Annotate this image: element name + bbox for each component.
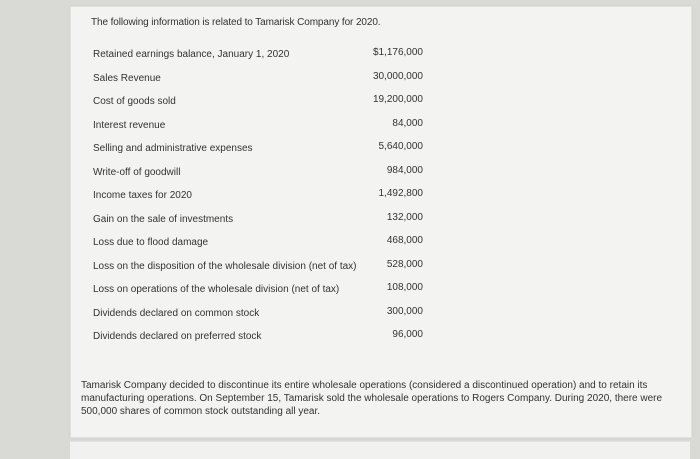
financial-data-table: [93, 47, 423, 353]
row-label: Sales Revenue: [93, 72, 161, 84]
table-row: [93, 329, 423, 353]
table-row: [93, 141, 423, 165]
row-value: 108,000: [386, 282, 423, 293]
row-value: 19,200,000: [372, 94, 423, 105]
scenario-note: Tamarisk Company decided to discontinue its entire wholesale operations (considered a discontinued operation) and to retain its manufacturing operations. On September 15, Tamarisk sold the wholesale operations to Rogers Company. During 2020, there were 500,000 shares of common stock outstanding all year.: [81, 380, 663, 417]
row-value: 528,000: [386, 258, 423, 270]
table-row: [93, 94, 423, 118]
row-label: Write-off of goodwill: [93, 166, 181, 178]
table-row: [93, 259, 423, 283]
row-value: 468,000: [386, 235, 423, 246]
intro-text: The following information is related to Tamarisk Company for 2020.: [91, 17, 381, 28]
table-row: [93, 47, 423, 71]
table-row: [93, 165, 423, 189]
table-row: [93, 118, 423, 142]
row-value: 96,000: [392, 329, 423, 340]
table-row: [93, 188, 423, 212]
table-row: [93, 235, 423, 259]
table-row: [93, 71, 423, 95]
row-label: Dividends declared on preferred stock: [93, 331, 262, 342]
row-value: $1,176,000: [372, 47, 423, 58]
row-value: 1,492,800: [378, 188, 423, 199]
row-label: Cost of goods sold: [93, 96, 176, 107]
row-label: Loss on operations of the wholesale division (net of tax): [93, 284, 340, 295]
table-row: [93, 306, 423, 330]
row-label: Selling and administrative expenses: [93, 143, 253, 154]
table-row: [93, 212, 423, 236]
row-label: Retained earnings balance, January 1, 2020: [93, 49, 290, 60]
row-label: Interest revenue: [93, 119, 166, 131]
row-label: Dividends declared on common stock: [93, 307, 260, 319]
row-label: Loss on the disposition of the wholesale division (net of tax): [93, 260, 357, 272]
row-value: 984,000: [386, 164, 423, 176]
bottom-answer-area: [70, 441, 690, 459]
row-value: 132,000: [386, 211, 423, 223]
row-label: Income taxes for 2020: [93, 190, 192, 201]
row-value: 30,000,000: [372, 70, 423, 82]
row-label: Gain on the sale of investments: [93, 213, 234, 225]
row-value: 5,640,000: [378, 141, 423, 152]
row-label: Loss due to flood damage: [93, 237, 209, 248]
problem-panel: [70, 6, 692, 438]
row-value: 84,000: [392, 117, 423, 129]
table-row: [93, 282, 423, 306]
row-value: 300,000: [386, 305, 423, 317]
